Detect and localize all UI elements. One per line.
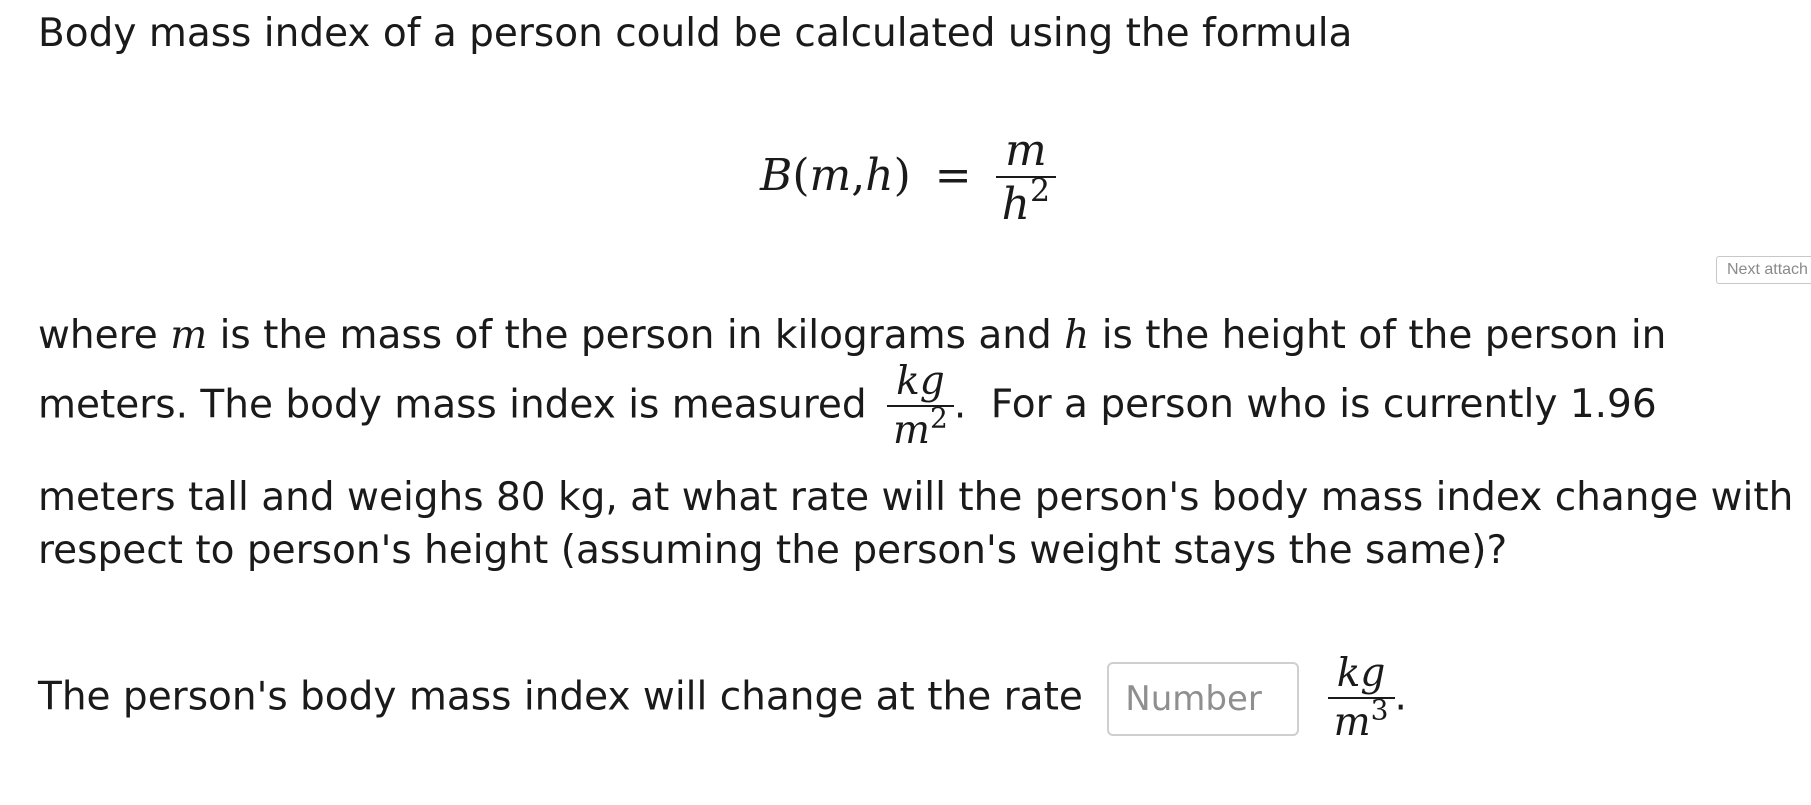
answer-prefix: The person's body mass index will change at the rate <box>38 674 1083 720</box>
where-text: where <box>38 313 158 358</box>
unit-kg-per-m2 <box>887 359 954 453</box>
formula-var-m: m <box>809 150 852 202</box>
formula-function-b: B <box>760 150 793 202</box>
formula-denominator <box>996 173 1057 231</box>
answer-suffix: . <box>1394 674 1407 720</box>
question-line-meters <box>38 359 1657 453</box>
tall-text: meters tall and weighs 80 kg, at what rate will the person's body mass index change with <box>38 475 1794 520</box>
period-text: . <box>953 382 967 428</box>
unit1-numerator: kg <box>896 359 945 404</box>
var-m: m <box>170 313 208 358</box>
formula-close-paren: ) <box>893 150 911 202</box>
var-h: h <box>1064 313 1090 358</box>
for-person-text: For a person who is currently 1.96 <box>990 382 1657 428</box>
meters-text: meters. The body mass index is measured <box>38 382 867 428</box>
unit-kg-per-m3 <box>1328 651 1395 745</box>
question-line-where <box>38 312 1666 360</box>
formula-denominator-exp: 2 <box>1029 173 1051 210</box>
formula-comma: , <box>851 150 866 202</box>
formula-denominator-var: h <box>1001 179 1030 231</box>
mass-text: is the mass of the person in kilograms and <box>219 313 1052 358</box>
unit2-numerator: kg <box>1336 651 1386 696</box>
next-attach-button[interactable] <box>1716 256 1811 284</box>
intro-text: Body mass index of a person could be calculated using the formula <box>38 11 1353 56</box>
unit1-denominator-var: m <box>893 407 931 453</box>
question-line-tall <box>38 474 1793 522</box>
unit1-denominator <box>887 401 954 453</box>
formula-fraction <box>996 125 1057 231</box>
respect-text: respect to person's height (assuming the person's weight stays the same)? <box>38 528 1508 573</box>
answer-line <box>38 651 1407 745</box>
formula-numerator: m <box>1005 125 1047 176</box>
answer-number-input[interactable] <box>1107 662 1299 736</box>
formula-equals: = <box>934 150 972 202</box>
height-text: is the height of the person in <box>1101 313 1667 358</box>
unit2-denominator <box>1328 693 1395 745</box>
question-intro <box>38 10 1352 58</box>
formula-open-paren: ( <box>792 150 810 202</box>
formula-var-h: h <box>865 150 894 202</box>
next-attach-label: Next attach <box>1727 261 1808 278</box>
bmi-formula <box>760 125 1056 231</box>
question-line-respect <box>38 527 1507 575</box>
unit2-denominator-var: m <box>1333 699 1371 745</box>
unit1-denominator-exp: 2 <box>930 401 948 435</box>
unit2-denominator-exp: 3 <box>1370 693 1389 727</box>
